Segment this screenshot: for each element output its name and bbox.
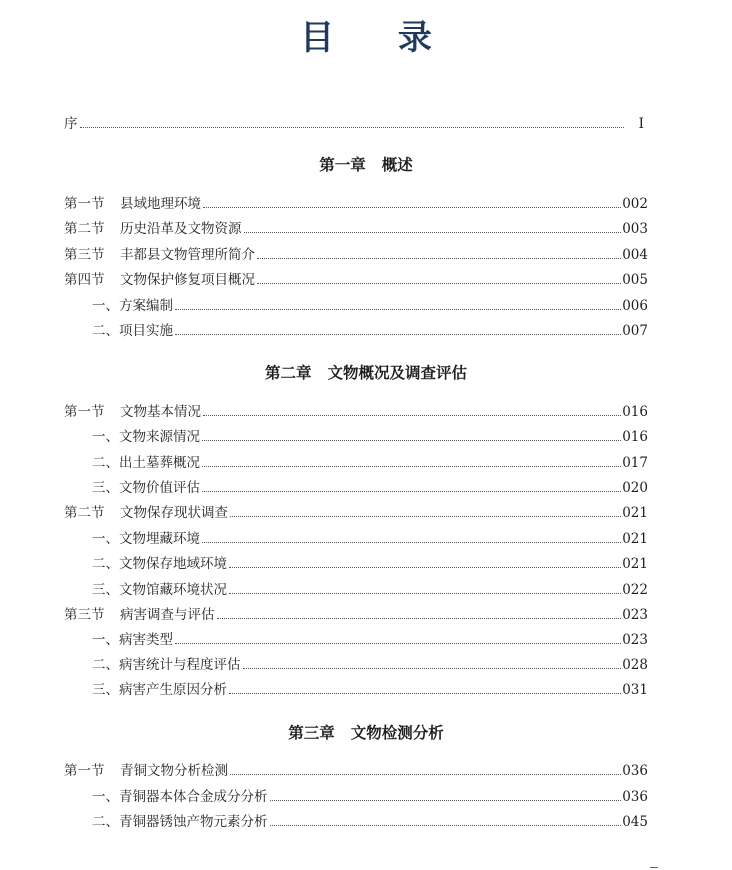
dot-leader [80, 127, 624, 128]
chapter-heading [0, 721, 732, 745]
toc-subentry[interactable] [92, 655, 648, 675]
toc-entry-text: 二、文物保存地域环境 [92, 556, 227, 572]
toc-subentry[interactable] [92, 812, 648, 832]
toc-entry-page: 031 [622, 682, 648, 698]
toc-entry[interactable] [64, 402, 648, 422]
dot-leader [230, 516, 621, 517]
toc-entry-page: 004 [622, 247, 648, 263]
toc-entry-page: 016 [622, 404, 648, 420]
toc-entry-text: 文物保护修复项目概况 [120, 272, 255, 288]
dot-leader [257, 258, 621, 259]
chapter-number: 第三章 [288, 723, 335, 742]
toc-entry-text: 二、青铜器锈蚀产物元素分析 [92, 814, 268, 830]
dot-leader [175, 309, 621, 310]
toc-entry-text: 历史沿革及文物资源 [120, 221, 242, 237]
section-number: 第二节 [64, 505, 105, 521]
toc-entry-page: 016 [622, 429, 648, 445]
chapter-name: 概述 [381, 155, 413, 174]
dot-leader [203, 415, 621, 416]
dot-leader [203, 207, 621, 208]
toc-entry-page: 005 [622, 272, 648, 288]
toc-entry-text: 文物基本情况 [120, 404, 201, 420]
toc-entry-text: 县域地理环境 [120, 196, 201, 212]
toc-entry-text: 一、文物来源情况 [92, 429, 200, 445]
toc-subentry[interactable] [92, 529, 648, 549]
toc-entry-text: 一、文物埋藏环境 [92, 531, 200, 547]
section-number: 第一节 [64, 763, 105, 779]
toc-subentry[interactable] [92, 453, 648, 473]
dot-leader [175, 334, 621, 335]
toc-subentry[interactable] [92, 554, 648, 574]
toc-entry-text: 三、病害产生原因分析 [92, 682, 227, 698]
toc-entry-text: 序 [64, 116, 78, 132]
toc-entry-page: 045 [622, 814, 648, 830]
toc-entry-page: 021 [622, 556, 648, 572]
section-number: 第一节 [64, 196, 105, 212]
chapter-number: 第二章 [264, 363, 312, 382]
section-number: 第三节 [64, 607, 105, 623]
toc-entry-page: I [638, 116, 644, 132]
chapter-heading [0, 153, 732, 177]
chapter-name: 文物概况及调查评估 [327, 363, 468, 382]
toc-entry-page: 036 [622, 789, 648, 805]
toc-entry-text: 一、方案编制 [92, 298, 173, 314]
toc-subentry[interactable] [92, 321, 648, 341]
chapter-name: 文物检测分析 [350, 723, 444, 742]
dot-leader [270, 800, 622, 801]
toc-entry-page: 003 [622, 221, 648, 237]
toc-entry-page: 020 [622, 480, 648, 496]
toc-entry-text: 青铜文物分析检测 [120, 763, 228, 779]
dot-leader [202, 440, 621, 441]
section-number: 第三节 [64, 247, 105, 263]
toc-entry[interactable] [64, 194, 648, 214]
dot-leader [202, 542, 621, 543]
toc-entry-page: 036 [622, 763, 648, 779]
chapter-heading [0, 361, 732, 385]
dot-leader [229, 567, 621, 568]
toc-entry-preface[interactable] [64, 114, 648, 134]
toc-entry-page: 028 [622, 657, 648, 673]
toc-entry-page: 017 [622, 455, 648, 471]
toc-entry-page: 007 [622, 323, 648, 339]
toc-subentry[interactable] [92, 630, 648, 650]
toc-entry-page: 023 [622, 607, 648, 623]
dot-leader [217, 618, 622, 619]
toc-subentry[interactable] [92, 296, 648, 316]
dot-leader [230, 774, 621, 775]
toc-entry[interactable] [64, 245, 648, 265]
toc-entry-text: 病害调查与评估 [120, 607, 215, 623]
toc-entry-text: 三、文物馆藏环境状况 [92, 582, 227, 598]
toc-subentry[interactable] [92, 427, 648, 447]
dot-leader [202, 466, 621, 467]
dot-leader [229, 593, 621, 594]
toc-subentry[interactable] [92, 680, 648, 700]
toc-entry-text: 三、文物价值评估 [92, 480, 200, 496]
toc-entry-text: 二、出土墓葬概况 [92, 455, 200, 471]
dot-leader [229, 693, 621, 694]
section-number: 第四节 [64, 272, 105, 288]
toc-entry-page: 002 [622, 196, 648, 212]
toc-entry-page: 021 [622, 531, 648, 547]
toc-entry-text: 二、项目实施 [92, 323, 173, 339]
toc-entry-text: 丰都县文物管理所简介 [120, 247, 255, 263]
dot-leader [202, 491, 621, 492]
dot-leader [270, 825, 622, 826]
toc-entry-text: 一、青铜器本体合金成分分析 [92, 789, 268, 805]
toc-entry-page: 023 [622, 632, 648, 648]
toc-subentry[interactable] [92, 787, 648, 807]
dot-leader [175, 643, 621, 644]
dot-leader [257, 283, 621, 284]
section-number: 第二节 [64, 221, 105, 237]
toc-entry-text: 二、病害统计与程度评估 [92, 657, 241, 673]
toc-entry-page: 022 [622, 582, 648, 598]
toc-entry[interactable] [64, 503, 648, 523]
toc-entry[interactable] [64, 219, 648, 239]
toc-entry-text: 文物保存现状调查 [120, 505, 228, 521]
toc-entry-page: 021 [622, 505, 648, 521]
toc-title: 目 录 [300, 18, 458, 58]
toc-entry-page: 006 [622, 298, 648, 314]
toc-entry[interactable] [64, 270, 648, 290]
toc-subentry[interactable] [92, 478, 648, 498]
section-number: 第一节 [64, 404, 105, 420]
toc-subentry[interactable] [92, 580, 648, 600]
page-edge-mark [650, 867, 658, 868]
dot-leader [244, 232, 622, 233]
dot-leader [243, 668, 622, 669]
chapter-number: 第一章 [319, 155, 366, 174]
toc-entry[interactable] [64, 605, 648, 625]
toc-entry[interactable] [64, 761, 648, 781]
toc-entry-text: 一、病害类型 [92, 632, 173, 648]
